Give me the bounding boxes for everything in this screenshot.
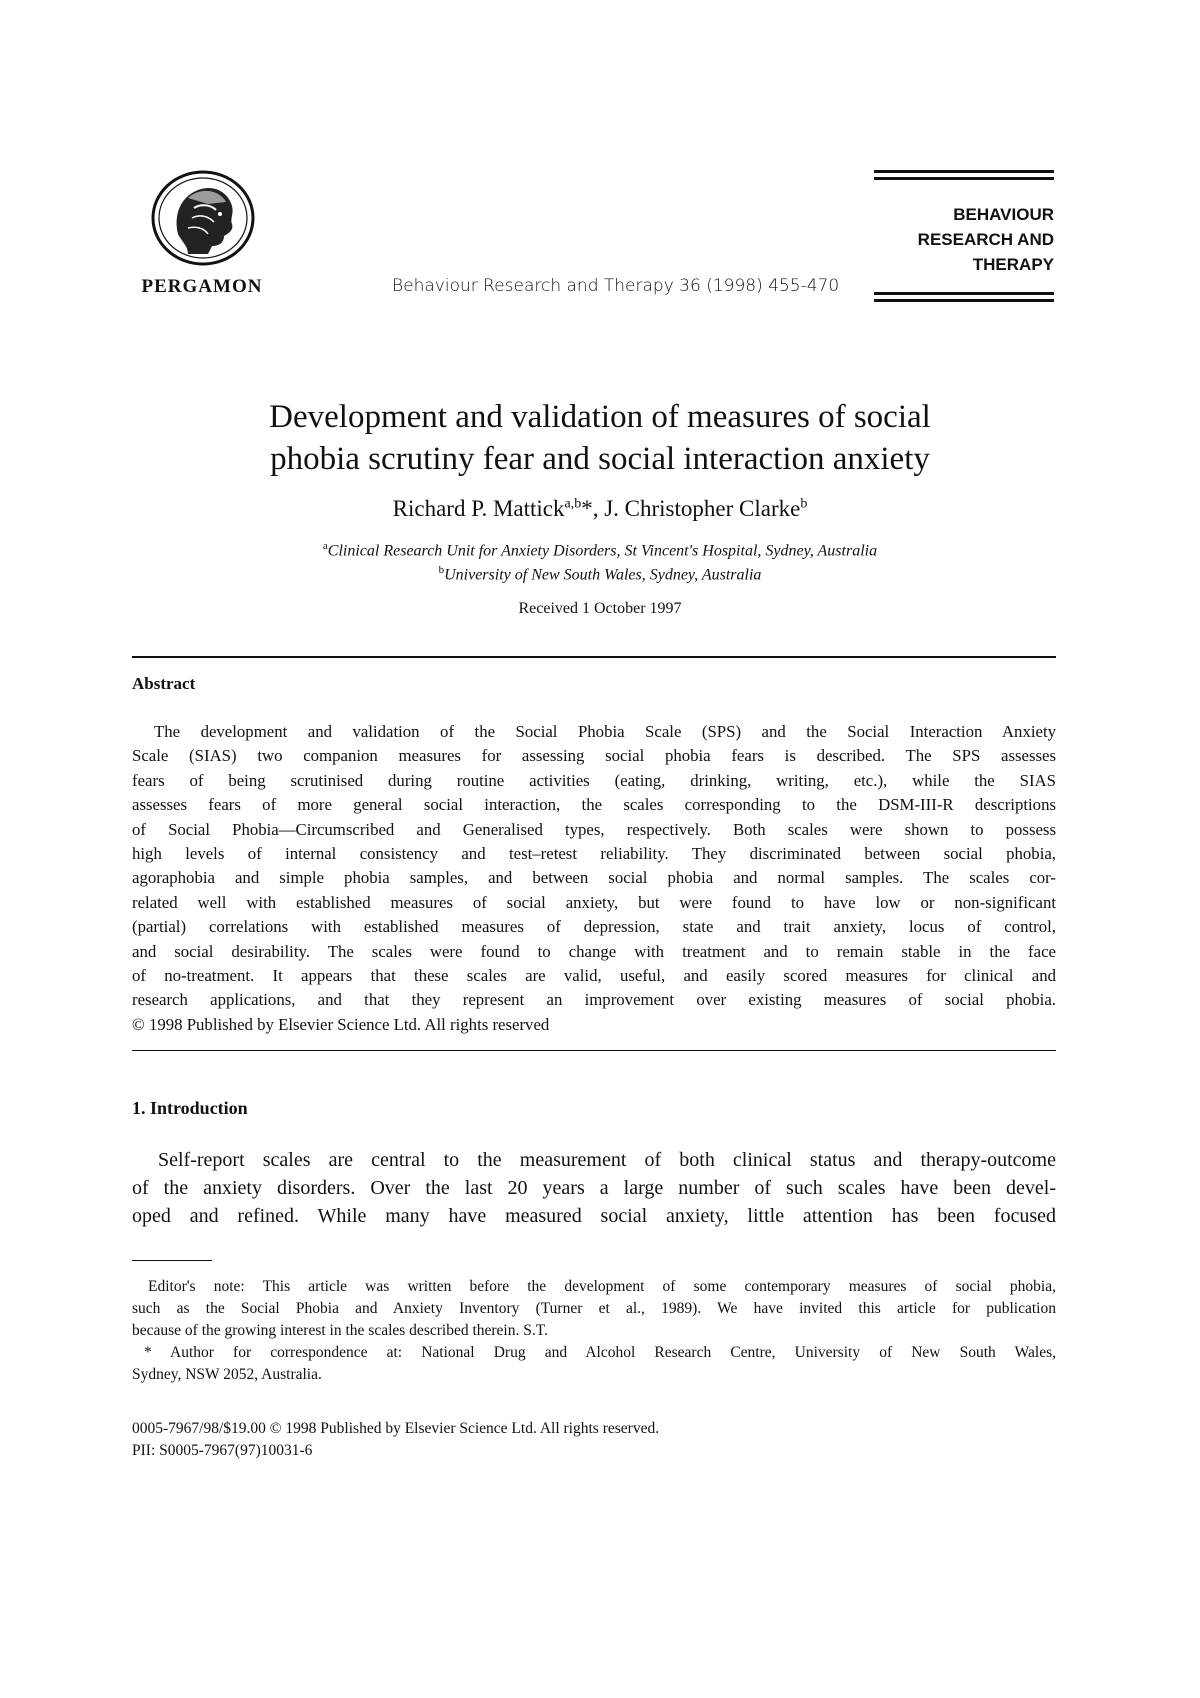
section-heading: 1. Introduction	[132, 1098, 248, 1118]
journal-citation: Behaviour Research and Therapy 36 (1998) 455-470	[392, 276, 840, 296]
issn-line: 0005-7967/98/$19.00 © 1998 Published by Elsevier Science Ltd. All rights reserved.	[132, 1420, 660, 1437]
journal-title-line: RESEARCH AND	[917, 230, 1054, 249]
journal-title-line: BEHAVIOUR	[953, 205, 1054, 224]
footnote-line: Sydney, NSW 2052, Australia.	[132, 1366, 322, 1383]
abstract-heading: Abstract	[132, 674, 196, 693]
masthead-rule	[874, 299, 1054, 302]
pii-line: PII: S0005-7967(97)10031-6	[132, 1442, 313, 1459]
correspondence-mark: *,	[581, 496, 605, 521]
author-affiliation-mark: b	[800, 496, 808, 512]
abstract-line: (partial) correlations with established measures of depression, state and trait anxiety, locus of control,	[132, 917, 1056, 937]
copyright-block	[132, 1418, 659, 1462]
body-line: Self-report scales are central to the measurement of both clinical status and therapy-outcome	[158, 1149, 1056, 1171]
footnote-line: such as the Social Phobia and Anxiety Inventory (Turner et al., 1989). We have invited this article for publication	[132, 1300, 1056, 1317]
body-line: of the anxiety disorders. Over the last 20 years a large number of such scales have been devel-	[132, 1177, 1056, 1199]
received-date: Received 1 October 1997	[518, 600, 682, 617]
abstract-line: research applications, and that they represent an improvement over existing measures of social phobia.	[132, 990, 1056, 1010]
affiliation-mark: b	[438, 564, 445, 576]
footnote-rule	[132, 1260, 212, 1261]
abstract-line: related well with established measures of social anxiety, but were found to have low or non-significant	[132, 892, 1056, 912]
abstract-copyright: © 1998 Published by Elsevier Science Ltd. All rights reserved	[132, 1014, 550, 1034]
author-name: Richard P. Mattick	[392, 496, 565, 521]
abstract-bottom-rule	[132, 1050, 1056, 1051]
abstract-line: and social desirability. The scales were found to change with treatment and to remain stable in the face	[132, 941, 1056, 961]
journal-title	[874, 202, 1054, 277]
abstract-line: of Social Phobia—Circumscribed and Generalised types, respectively. Both scales were shown to possess	[132, 819, 1056, 839]
author-list	[180, 496, 1020, 522]
affiliation-mark: a	[322, 540, 328, 552]
masthead-rule	[874, 292, 1054, 295]
affiliation-text: Clinical Research Unit for Anxiety Disorders, St Vincent's Hospital, Sydney, Australia	[327, 542, 878, 560]
masthead-rule	[874, 170, 1054, 173]
footnote-line: because of the growing interest in the scales described therein. S.T.	[132, 1322, 548, 1339]
footnote-line: * Author for correspondence at: National Drug and Alcohol Research Centre, University of New South Wales,	[144, 1344, 1056, 1361]
article-title	[180, 396, 1020, 480]
abstract-line: of no-treatment. It appears that these scales are valid, useful, and easily scored measures for clinical and	[132, 966, 1056, 986]
abstract-line: Scale (SIAS) two companion measures for assessing social phobia fears is described. The SPS assesses	[132, 746, 1056, 766]
introduction-body	[132, 1146, 1056, 1230]
abstract-line: The development and validation of the Social Phobia Scale (SPS) and the Social Interaction Anxiety	[154, 722, 1056, 741]
masthead-rule	[874, 177, 1054, 180]
publisher-name: PERGAMON	[141, 276, 263, 297]
article-title-line: phobia scrutiny fear and social interaction anxiety	[270, 441, 930, 477]
journal-title-line: THERAPY	[972, 255, 1054, 274]
author-affiliation-mark: a,b	[564, 496, 582, 512]
abstract-line: fears of being scrutinised during routine activities (eating, drinking, writing, etc.), while the SIAS	[132, 770, 1056, 790]
journal-masthead	[874, 170, 1054, 306]
footnote-line: Editor's note: This article was written before the development of some contemporary measures of social phobia,	[148, 1278, 1056, 1295]
abstract-line: assesses fears of more general social interaction, the scales corresponding to the DSM-III-R descriptions	[132, 795, 1056, 815]
footnotes	[132, 1276, 1056, 1386]
pergamon-logo-icon	[148, 168, 258, 268]
abstract-body	[132, 720, 1056, 1037]
abstract-line: high levels of internal consistency and test–retest reliability. They discriminated between social phobia,	[132, 844, 1056, 864]
affiliation	[180, 564, 1020, 584]
body-line: oped and refined. While many have measured social anxiety, little attention has been focused	[132, 1205, 1056, 1227]
author-name: J. Christopher Clarke	[604, 496, 801, 521]
affiliation	[180, 540, 1020, 560]
abstract-line: agoraphobia and simple phobia samples, and between social phobia and normal samples. The scales cor-	[132, 868, 1056, 888]
abstract-top-rule	[132, 656, 1056, 658]
affiliation-text: University of New South Wales, Sydney, Australia	[444, 566, 762, 584]
article-title-line: Development and validation of measures of social	[269, 399, 931, 435]
